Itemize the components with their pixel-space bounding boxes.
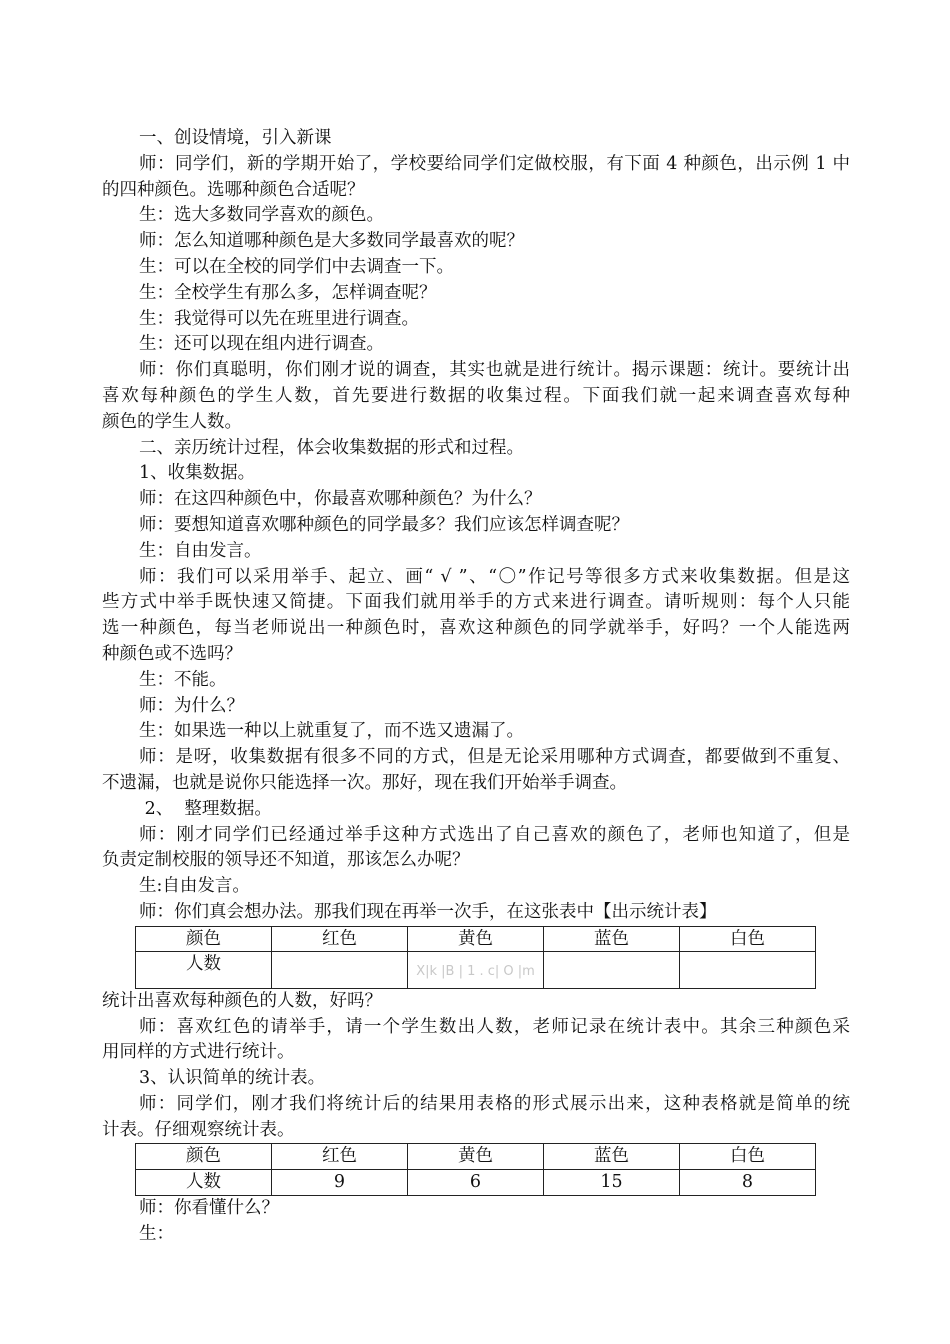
table-header-cell: 黄色 — [408, 926, 544, 951]
paragraph-line: 负责定制校服的领导还不知道，那该怎么办呢？ — [102, 850, 470, 871]
blank-statistics-table — [135, 926, 816, 989]
paragraph-line: 些方式中举手既快速又简捷。下面我们就用举手的方式来进行调查。请听规则：每个人只能 — [102, 592, 850, 613]
subsection-heading-3: 3、认识简单的统计表。 — [139, 1068, 326, 1089]
table-cell: 15 — [544, 1170, 680, 1196]
table-row — [136, 1170, 816, 1196]
paragraph-line: 不遗漏，也就是说你只能选择一次。那好，现在我们开始举手调查。 — [102, 772, 627, 793]
watermark: X|k |B | 1 . c| O |m — [416, 963, 535, 979]
paragraph-line: 生：如果选一种以上就重复了，而不选又遗漏了。 — [139, 721, 524, 742]
paragraph-line: 师：你看懂什么？ — [139, 1198, 279, 1219]
paragraph-line: 师：为什么？ — [139, 695, 244, 716]
table-header-cell: 红色 — [272, 1144, 408, 1170]
paragraph-line: 生：还可以现在组内进行调查。 — [139, 334, 384, 355]
table-header-cell: 黄色 — [408, 1144, 544, 1170]
table-header-cell: 蓝色 — [544, 1144, 680, 1170]
paragraph-line: 的四种颜色。选哪种颜色合适呢？ — [102, 179, 365, 200]
paragraph-line: 生：自由发言。 — [139, 540, 262, 561]
document-page — [102, 126, 850, 1248]
paragraph-line: 生： — [139, 1224, 174, 1245]
paragraph-line: 计表。仔细观察统计表。 — [102, 1119, 295, 1140]
table-cell: 8 — [680, 1170, 816, 1196]
paragraph-line: 生：选大多数同学喜欢的颜色。 — [139, 205, 384, 226]
paragraph-line: 用同样的方式进行统计。 — [102, 1042, 295, 1063]
table-header-cell: 颜色 — [136, 926, 272, 951]
subsection-heading-1: 1、收集数据。 — [139, 463, 256, 484]
table-row — [136, 951, 816, 988]
table-cell: 9 — [272, 1170, 408, 1196]
paragraph-line: 师：你们真会想办法。那我们现在再举一次手，在这张表中【出示统计表】 — [139, 901, 717, 922]
paragraph-line: 生:自由发言。 — [139, 876, 250, 897]
paragraph-line: 师：要想知道喜欢哪种颜色的同学最多？我们应该怎样调查呢？ — [139, 514, 629, 535]
section-heading-2: 二、亲历统计过程，体会收集数据的形式和过程。 — [139, 437, 524, 458]
paragraph-line: 生：可以在全校的同学们中去调查一下。 — [139, 256, 454, 277]
table-header-row — [136, 926, 816, 951]
paragraph-line: 统计出喜欢每种颜色的人数，好吗？ — [102, 990, 382, 1011]
table-header-cell: 白色 — [680, 1144, 816, 1170]
table-header-row — [136, 1144, 816, 1170]
paragraph-line: 师：喜欢红色的请举手，请一个学生数出人数，老师记录在统计表中。其余三种颜色采 — [139, 1016, 850, 1037]
paragraph-line: 喜欢每种颜色的学生人数，首先要进行数据的收集过程。下面我们就一起来调查喜欢每种 — [102, 385, 850, 406]
table-cell-empty — [680, 951, 816, 988]
paragraph-line: 师：同学们，新的学期开始了，学校要给同学们定做校服，有下面 4 种颜色，出示例 1 中 — [139, 153, 850, 174]
table-header-cell: 红色 — [272, 926, 408, 951]
paragraph-line: 师：刚才同学们已经通过举手这种方式选出了自己喜欢的颜色了，老师也知道了，但是 — [139, 824, 850, 845]
paragraph-line: 选一种颜色，每当老师说出一种颜色时，喜欢这种颜色的同学就举手，好吗？一个人能选两 — [102, 618, 850, 639]
paragraph-line: 师：同学们，刚才我们将统计后的结果用表格的形式展示出来，这种表格就是简单的统 — [139, 1093, 850, 1114]
table-header-cell: 白色 — [680, 926, 816, 951]
table-header-cell: 颜色 — [136, 1144, 272, 1170]
paragraph-line: 师：在这四种颜色中，你最喜欢哪种颜色？为什么？ — [139, 489, 542, 510]
paragraph-line: 生：全校学生有那么多，怎样调查呢？ — [139, 282, 437, 303]
paragraph-line: 师：是呀，收集数据有很多不同的方式，但是无论采用哪种方式调查，都要做到不重复、 — [139, 747, 850, 768]
paragraph-line: 种颜色或不选吗？ — [102, 643, 242, 664]
statistics-table — [135, 1143, 816, 1196]
paragraph-line: 师：怎么知道哪种颜色是大多数同学最喜欢的呢？ — [139, 231, 524, 252]
paragraph-line: 师：你们真聪明，你们刚才说的调查，其实也就是进行统计。揭示课题：统计。要统计出 — [139, 360, 850, 381]
table-cell-empty — [544, 951, 680, 988]
table-row-label: 人数 — [136, 1170, 272, 1196]
paragraph-line: 生：我觉得可以先在班里进行调查。 — [139, 308, 419, 329]
table-cell-empty — [408, 951, 544, 988]
section-heading-1: 一、创设情境，引入新课 — [139, 128, 332, 148]
paragraph-line: 生：不能。 — [139, 669, 227, 690]
subsection-heading-2: 2、 整理数据。 — [139, 798, 272, 819]
paragraph-line: 颜色的学生人数。 — [102, 411, 242, 432]
table-header-cell: 蓝色 — [544, 926, 680, 951]
table-row-label: 人数 — [136, 951, 272, 988]
paragraph-line: 师：我们可以采用举手、起立、画“ √ ”、“〇”作记号等很多方式来收集数据。但是这 — [139, 566, 850, 587]
table-cell-empty — [272, 951, 408, 988]
table-cell: 6 — [408, 1170, 544, 1196]
